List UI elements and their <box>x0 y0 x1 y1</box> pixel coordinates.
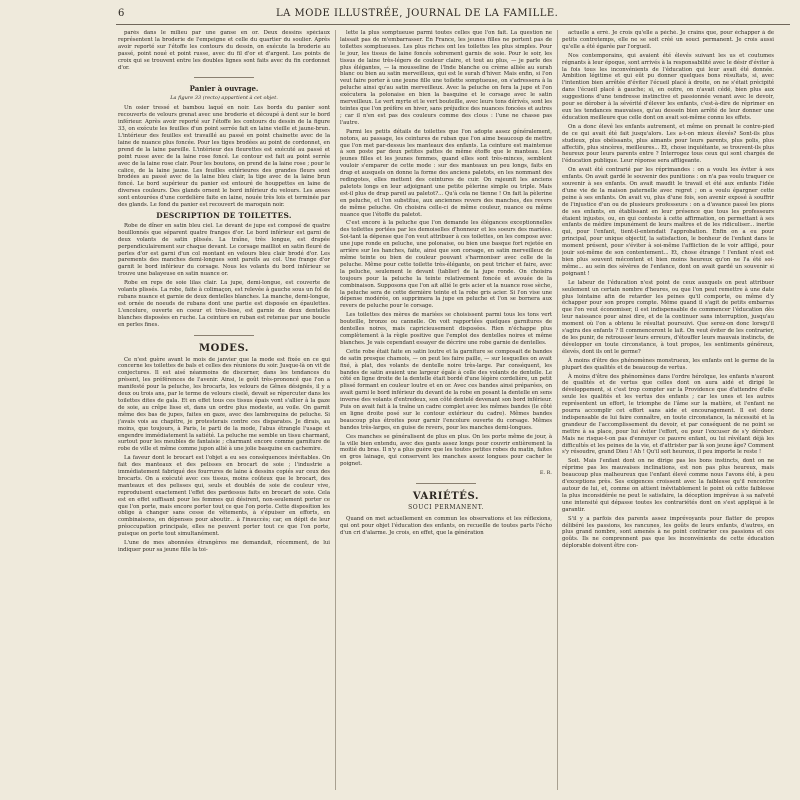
header-rule <box>116 24 790 25</box>
paragraph: Robe en reps de soie lilas clair. La jupe, demi-longue, est couverte de volants plissés. La robe, faite à colimaçon, est relevée à gauche sous un fol de rubans nuance et garnie de deux dentelles blanches. La manche, demi-longue, est ornée de noeuds de rubans dont une partie est disposée en épaulettes. L'encolure, ouverte en coeur et très-lisse, est garnie de deux dentelles blanches disposées en ruche. La ceinture en ruban est retenue par une boucle en perles fines. <box>118 280 330 328</box>
paragraph: S'il y a parfois des parents assez imprévoyants pour flatter de propos délibéré les passions, les rancunes, les goûts de leurs enfants, d'autres, en plus grand nombre, sont amenés à ne point contrarier ces passions et ces goûts. Ils ne comprennent pas que les inconvénients de cette éducation déplorable doivent être con- <box>562 515 774 550</box>
paragraph: C'est encore à la peluche que l'on demande les élégances exceptionnelles des toilettes portées par les demoiselles d'honneur et les soeurs des mariées. Soi-tant la dépense que l'on veut attribuer à ces toilettes, on les compose avec une jupe ronde en peluche, une polonaise, ou bien une basque fort rejetée en arrière sur les hanches, faite, ainsi que son corsage, en satin merveilleux de même teinte ou bien de couleur pouvant s'harmoniser avec celle de la peluche. Même pour cette toilette très-élégante, on peut tricher et faire, avec la peluche, seulement le devant (tablier) de la jupe ronde. On choisira toujours pour la peluche la teinte relativement foncée et avouée de la combinaison. Supposons que l'on ait allié le gris acier et la nuance rose sèche, la peluche sera de cette dernière teinte et la robe gris acier. Si l'on vise une dépense modérée, on supprimera la jupe en peluche et l'on se bornera aux revers de peluche pour le corsage. <box>340 220 552 310</box>
section-subtitle: La figure 33 (recto) appartient à cet objet. <box>170 95 278 102</box>
section-title-modes: MODES. <box>198 342 250 354</box>
page-header <box>118 8 790 22</box>
paragraph: Cette robe était faite en satin loutre et la garniture se composait de bandes de satin presque chamois, — on peut les faire paille, — sur lesquelles on avait fixé, à plat, des volants de dentelle noire très-large. Par conséquent, les bandes de satin avaient une largeur égale à celle des volants de dentelle. Le côté en ligne droite de la dentelle était bordé d'une légère cordelière, un petit plissé formant en couleur loutre et en or. Avec ces bandes ainsi préparées, on avait garni le bord inférieur du devant de la robe en posant la dentelle en sens inverse des volants d'entredeux, son côté dentelé devenant son bord inférieur. Puis on avait fait à la traîne un cadre complet avec les mêmes bandes (le côté en ligne droite posé sur le contour extérieur du cadre). Mêmes bandes beaucoup plus étroites pour garnir l'encolure ouverte du corsage. Mêmes bandes très-larges, en guise de revers, pour les manches demi-longues. <box>340 348 552 431</box>
paragraph: lette la plus somptueuse parmi toutes celles que l'on fait. La question ne laissait pas de m'embarrasser. En France, les jeunes filles ne portent pas de toilettes somptueuses. Les plus riches ont les toilettes les plus simples. Pour le jour, les tissus de laine foncés sobrement garnis de soie. Pour le soir, les tissus de laine très-légers de couleur claire, et tout au plus, — je parle des plus élégantes, — la mousseline de l'Inde blanche ou crème alliée au surah blanc ou bien au satin merveilleux, qui est le surah d'hiver. Mais enfin, si l'on veut faire porter à une jeune fille une toilette somptueuse, on s'adressera à la peluche ainsi qu'au satin merveilleux. Avec la peluche on fera la jupe et l'on exécutera la polonaise en bien la basquine et le corsage avec le satin merveilleux. Le vert myrte et le vert bouteille, avec leurs tons dérivés, sont les teintes que l'on préfère en hiver, sans préjudice des nuances foncées et autres ; car il n'en est pas des couleurs comme des clous : l'une ne chasse pas l'autre. <box>340 30 552 126</box>
paragraph: L'une de mes abonnées étrangères me demandait, récemment, de lui indiquer pour sa jeune fille la toi- <box>118 540 330 553</box>
paragraph: Ce n'est guère avant le mois de janvier que la mode est fixée en ce qui concerne les toilettes de bals et celles des réunions du soir. Jusque-là on vit de conjectures. Il est aisé néanmoins de discerner, dans les tendances du présent, les préférences de l'avenir. Ainsi, le goût très-prononcé que l'on a manifesté pour la peluche, les brocarts, les velours de Gênes désignés, il y a deux ou trois ans, par le terme de velours ciselé, devait se répercuter dans les toilettes dites de gala. Et en effet tous ces tissus épais vont s'allier à la gaze de soie, au crêpe lisse et, dans un ordre plus modeste, au voile. On garnit même des bas de jupes, faites en gaze, avec des lambrequins de peluche. Si j'avais vois au chapitre, je protesterais contre ces disparates. Je dirais, au moins, que toujours, à Paris, le parti de la mode, l'abus étrangle l'usage et engendre immédiatement la satiété. La peluche me semble un tissu charmant, surtout pour les meubles de fantaisie ; charmant encore comme garniture de robe de ville et même comme jupon allié à une jolie basquine en cachemire. <box>118 356 330 453</box>
page-number: 6 <box>118 8 125 19</box>
paragraph: La faveur dont le brocart est l'objet a eu ses conséquences inévitables. On fait des manteaux et des pelisses en brocart de soie ; l'industrie a immédiatement fabriqué des fourrures de laine à dessins copiés sur ceux des brocarts. On a exécuté avec ces tissus, moins coûteux que le brocart, des manteaux et des pelisses qui, seuls et doublés de soie de couleur vive, reproduisent exactement l'effet des pardessus faits en brocart de soie. Cela est en effet suffisant pour les femmes qui désirent, non-seulement porter ce que l'on porte, mais encore porter tout ce que l'on porte. Cette disposition les oblige à changer sans cesse de vêtements, à s'épuiser en efforts, en combinaisons, en dépenses pour aboutir... à l'insuccès; car, en dépit de leur préoccupation principale, elles ne peuvent porter tout ce que l'on porte, puisque on porte tout simultanément. <box>118 455 330 538</box>
paragraph: Parmi les petits détails de toilettes que l'on adopte assez généralement, notons, au passage, les ceintures de ruban que l'on aime beaucoup de mettre que l'on met par-dessus les manteaux des enfants. La ceinture est maintenue à son poste par deux petites pattes de même étoffe que le manteau. Les jeunes filles et les jeunes femmes, quand elles sont très-minces, semblent vouloir s'emparer de cette mode : sur des manteaux un peu longs, faits en drap et ausquels on donne la forme des anciens paletots, en les nommant des redingotes, elles mettent des ceintures de cuir. On rajeunit les anciens paletots longs en leur adjoignant une petite pèlerine simple ou triple. Mais est-il plus de drap pareil au paletot?... Qu'à cela ne tienne ! On fait la pèlerine en peluche, et l'on substitue, aux anciennes revers des manches, des revers de même peluche. On choisira celle-ci de même couleur, nuance ou même nuance que l'étoffe du paletot. <box>340 128 552 218</box>
column-divider <box>557 30 558 790</box>
paragraph: Robe de dîner en satin bleu ciel. Le devant de jupe est composé de quatre bouillonnés que séparent quatre franges d'or. Le bord inférieur est garni de deux volants de satin plissés. La traîne, très longue, est drapée perpendiculairement sur chaque devant. Le corsage mailliot en satin fleuré de perles d'or est garni d'un col montant en velours bleu clair brodé d'or. Les parements des manches demi-longues sont pareils au col. Une frange d'or garnit le bord inférieur du corsage. Nous les volants du bord inférieur se trouve une balayeuse en satin nuance or. <box>118 222 330 278</box>
paragraph: On a donc élevé les enfants autrement, et même on prenait le contre-pied de ce qui avait été fait jusqu'alors. Les a-t-on mieux élevés? Sont-ils plus studieux, plus obéissants, plus aimants pour leurs parents, plus polis, plus affectifs, plus sincères, meilleures... Et, chose inquiétante, se trouvent-ils plus heureux pour leurs parents entre ? Interrogez tous ceux qui sont chargés de l'éducation publique. Leur réponse sera affligeante. <box>562 123 774 165</box>
paragraph: Nos contemporains, qui avaient été élevés suivant les us et coutumes régnants à leur époque, sont arrivés à la responsabilité avec le désir d'éviter à la fois tous les inconvénients de l'éducation qui leur avait été donnée. Ambition légitime et qui eût pu donner quelques bons résultats, si, avec l'intention bien arrêtée d'éviter l'écueil placé à droite, on ne s'était précipité dans l'écueil placé à gauche; si, en outre, on n'avait cédé, bien plus aux suggestions d'une tendresse instinctive et passionnée venant avec le devoir, pour se dérober à la sévérité d'élever les enfants, c'est-à-dire de réprimer en eux les tendances mauvaises, qu'au dessein bien arrêté de leur donner une éducation meilleure que celle dont on avait soi-même connu les effets. <box>562 52 774 121</box>
section-subtitle: SOUCI PERMANENT. <box>408 504 484 512</box>
paragraph: On avait été contrarié par les réprimandes : on a voulu les éviter à ses enfants. On avait gardé le souvenir des punitions : on n'a pas voulu traquer ce souvenir à ses enfants. On avait maudit le travail et été aux enfants l'idée d'une vie de la maison paternelle avec regret ; on a voulu épargner cette peine à ses enfants. On avait vu, plus d'une fois, son avenir exposé à souffrir de l'injustice d'un ou de plusieurs professeurs : on a d'avance passé les pions de ses enfants, en établissant en leur présence que tous les professeurs étaient injustes, ou, en qui conteste à cette affirmation, on permettant à ses enfants de médire impunément de leurs maîtres et de les ridiculiser... inertie qui, pour l'enfant, tient-il-entendait l'approbation. Enfin on a eu pour principal, pour unique objectif, la satisfaction, le bonheur de l'enfant dans le moment présent, pour s'éviter à soi-même l'affliction de le voir affligé, pour jouir soi-même de son contentement... Et, chose étrange ! l'enfant n'est est bien plus souvent mécontent et bien moins heureux qu'on ne l'a été soi-même... au sein des sévères de l'enfance, dont on avait gardé un souvenir si poignant ! <box>562 167 774 277</box>
author-signature: E. R. <box>539 470 552 477</box>
section-divider <box>194 335 254 336</box>
section-title-varietes: VARIÉTÉS. <box>412 491 480 503</box>
column-divider <box>335 30 336 790</box>
section-title-panier: Panier à ouvrage. <box>189 84 259 94</box>
section-title-toilettes: DESCRIPTION DE TOILETTES. <box>156 210 292 220</box>
section-divider <box>416 483 476 484</box>
paragraph: À moins d'être des phénomènes dans l'ordre héroïque, les enfants n'auront de qualités et de vertus que celles dont on aura aidé et dirigé le développement, si c'est trop compter sur la Providence que d'attendre d'elle seule les qualités et les vertus des enfants ; car les unes et les autres représentent un effort, le triomphe de l'âme sur la matière, et l'enfant ne pourra accomplir cet effort sans aide et encouragement. Il est donc indispensable de lui faire connaître, en toute circonstance, la nécessité et la grandeur de l'accomplissement du devoir, et par conséquent de ne point se mettre à sa place, pour lui éviter l'effort, ou pour l'excuser de s'y dérober. Mais ne risque-t-on pas d'ennuyer ce pauvre enfant, ou lui révélant déjà les difficultés et les peines de la vie, et d'attrister par là son jeune âge? Comment s'y résoudre, grand Dieu ! Ah ! Qu'il soit heureux, il peu importe le reste ! <box>562 373 774 456</box>
paragraph: Soit. Mais l'enfant dont on ne dirige pas les bons instincts, dont on ne réprime pas les mauvaises inclinations, est non pas plus heureux, mais beaucoup plus malheureux que l'enfant élevé comme nous l'avons été, à peu d'exceptions près. Ses exigences croissent avec la faiblesse qu'il rencontre autour de lui, et, comme on attient inévitablement le point où cette faiblesse la plus inconsidérée ne peut le satisfaire, la déception imprévue à sa naïveté une intensité qui dépasse toutes les contrariétés dont on s'est appliqué à le garantir. <box>562 458 774 513</box>
paragraph: parés dans le milieu par une ganse en or. Deux dessins spéciaux représentent la broderie de l'empeigne et celle du quartier du soulier. Après avoir reporté sur l'étoffe les contours du dessin, on exécute la broderie au passé, point noué et point russe, avec du fil d'or et d'argent. Les points de croix qui se trouvent entre les doubles lignes sont faits avec du fin cordonnet d'or. <box>118 30 330 71</box>
paragraph: À moins d'être des phénomènes monstrueux, les enfants ont le germe de la plupart des qualités et de beaucoup de vertus. <box>562 357 774 371</box>
paragraph: actuelle a erré. Je crois qu'elle a péché. Je crains que, pour échapper à de petits contretemps, elle ne se soit créé un souci permanent. Je crois aussi qu'elle a été égarée par l'orgueil. <box>562 30 774 50</box>
paragraph: Ces manches se généralisent de plus en plus. On les porte même de jour, à la ville bien entendu, avec des gants assez longs pour couvrir entièrement la moitié du bras. Il n'y a plus guère que les toutes petites robes du matin, faites en gros lainage, qui conservent les manches assez longues pour cacher le poignet. <box>340 433 552 468</box>
column-2 <box>340 30 552 790</box>
paragraph: Le labeur de l'éducation n'est point de ceux auxquels on peut attribuer seulement un certain nombre d'heures, ou que l'on peut remettre à une date plus lointaine afin de retarder les peines qu'il comporte, ou même d'y échapper pour son propre compte. Même quand il s'agit de petits embarras que l'on veut économiser, il est indispensable de commencer l'éducation dès leur naissance pour ainsi dire, et de la continuer sans interruption, jusqu'au moment où l'on a obtenu le résultat poursuivi. Que serez-on donc lorsqu'il s'agira des enfants ? Il commenceront le lait. On veut éviter de les contrarier, de les punir, de retrousser leurs erreurs, d'étouffer leurs mauvais instincts, de développer en toute circonstance, à tout propos, les sentiments généreux, élevés, dont ils ont le germe? <box>562 279 774 355</box>
section-divider <box>194 77 254 78</box>
column-1 <box>118 30 330 790</box>
paragraph: Quand on met actuellement en commun les observations et les réflexions, qui ont pour objet l'éducation des enfants, on recueille de toutes parts l'écho d'un cri d'alarme. Je crois, en effet, que la génération <box>340 516 552 536</box>
column-3 <box>562 30 774 790</box>
paragraph: Les toilettes des mères de mariées se choisissent parmi tous les tons vert bouteille, bronze ou cannelle. On voit rapportées quelques garnitures de dentelles noires, mais capricieusement disposées. Rien n'échappe plus complètement à la règle positive que l'emploi des dentelles noires et même blanches. Je vais cependant essayer de décrire une robe garnie de dentelles. <box>340 312 552 346</box>
journal-title: LA MODE ILLUSTRÉE, JOURNAL DE LA FAMILLE. <box>276 8 559 19</box>
paragraph: Un osier tressé et bambou laqué en noir. Les bords du panier sont recouverts de velours grenat avec une broderie et découpé à dent sur le bord inférieur. Après avoir reporté sur l'étoffe les contours du dessin de la figure 33, on exécute les feuilles d'un point serrée fait en laine vieille et jaune-brun. L'intérieur des feuilles est travaillé au passé en point chainette avec de la laine de nuance plus foncée. Pour les tiges brodées au point de cordonnet, en prend de la laine pareille. L'intérieur des fleurettes est exécuté au passé et point russe avec de la laine rose foncé. Le contour est fait au point serrée avec de la laine rose clair. Pour les boutons, on prend de la laine rose ; pour le calice, de la laine jaune. Les feuilles extérieures des grandes fleurs sont brodées au passé avec de la laine bleu clair, la tige avec de la laine brun foncé. Le bord supérieur du panier est entouré de houppettes en laine de diverses couleurs. Des glands ornent le bord inférieur du velours. Les anses sont entourées d'une cordelière faite en laine, nouée très lois et terminée par des glands. Le fond du panier est recouvert de maroquin noir. <box>118 105 330 209</box>
